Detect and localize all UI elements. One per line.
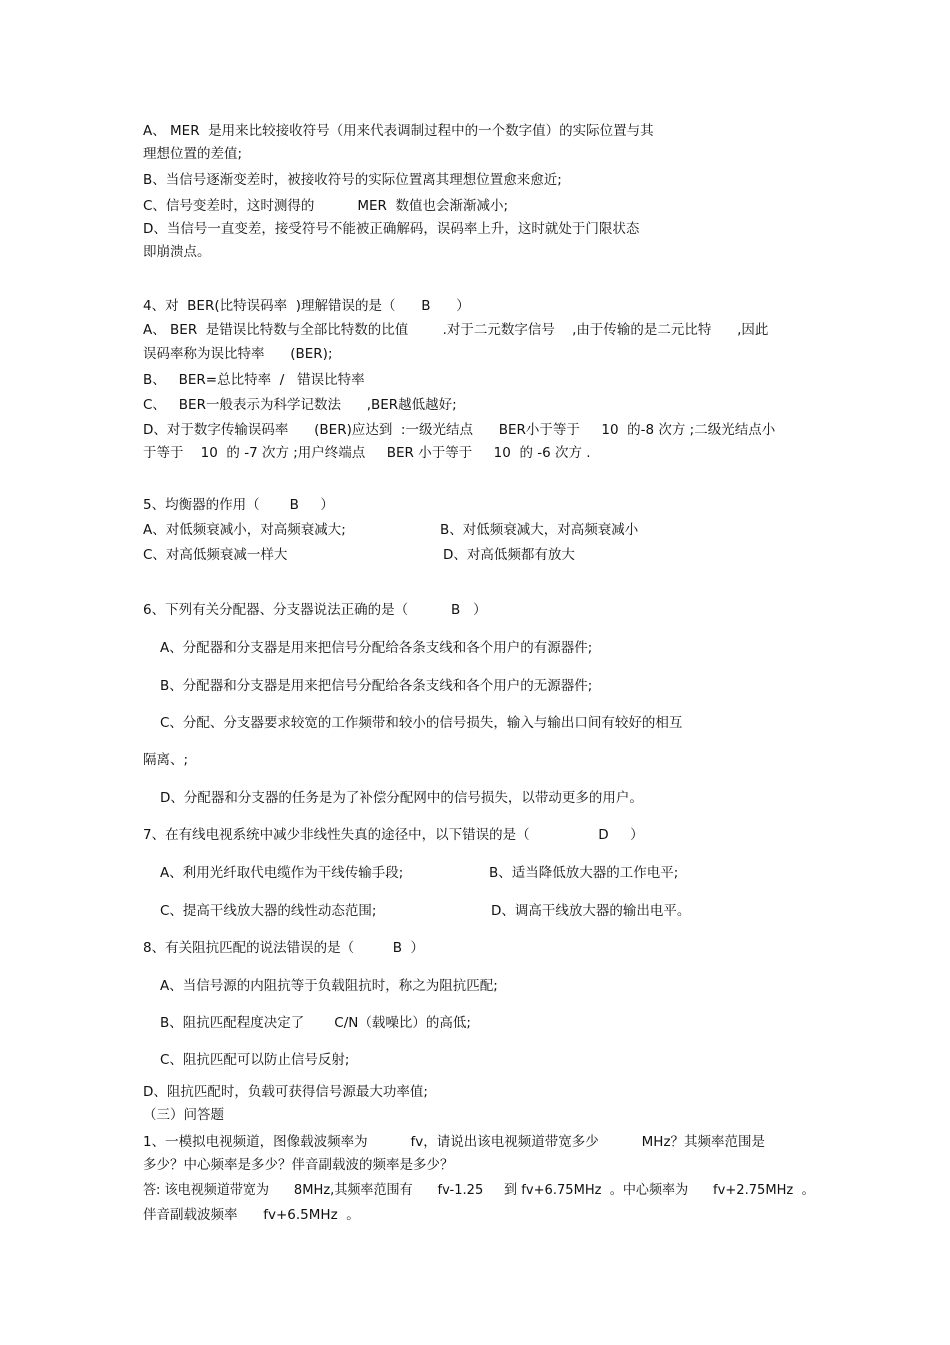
q3-option-d-line1: D、当信号一直变差，接受符号不能被正确解码，误码率上升，这时就处于门限状态 [143,221,640,237]
q6-option-b: B、分配器和分支器是用来把信号分配给各条支线和各个用户的无源器件; [160,678,593,694]
q5-stem: 5、均衡器的作用（ B ） [143,497,334,513]
q8-option-a: A、当信号源的内阻抗等于负载阻抗时，称之为阻抗匹配; [160,978,498,994]
q4-option-c: C、 BER一般表示为科学记数法 ,BER越低越好; [143,397,457,413]
q7-option-b: B、适当降低放大器的工作电平; [489,865,679,881]
q3-option-c: C、信号变差时，这时测得的 MER 数值也会渐渐减小; [143,198,509,214]
q6-option-a: A、分配器和分支器是用来把信号分配给各条支线和各个用户的有源器件; [160,640,593,656]
q4-option-a-line2: 误码率称为误比特率 (BER); [143,346,333,362]
q4-option-d-line2: 于等于 10 的 -7 次方 ;用户终端点 BER 小于等于 10 的 -6 次方 . [143,445,591,461]
q7-option-a: A、利用光纤取代电缆作为干线传输手段; [160,865,404,881]
q8-option-c: C、阻抗匹配可以防止信号反射; [160,1052,350,1068]
q7-option-c: C、提高干线放大器的线性动态范围; [160,903,377,919]
section-heading: （三）问答题 [143,1107,224,1123]
q6-option-c-line1: C、分配、分支器要求较宽的工作频带和较小的信号损失，输入与输出口间有较好的相互 [160,715,683,731]
q6-stem: 6、下列有关分配器、分支器说法正确的是（ B ） [143,602,487,618]
q4-option-d-line1: D、对于数字传输误码率 (BER)应达到 :一级光结点 BER小于等于 10 的-8 次方 ;二级光结点小 [143,422,776,438]
essay-answer-line2: 伴音副载波频率 fv+6.5MHz 。 [143,1207,360,1223]
q5-option-a: A、对低频衰减小，对高频衰减大; [143,522,346,538]
q8-option-d: D、阻抗匹配时，负载可获得信号源最大功率值; [143,1084,428,1100]
q6-option-d: D、分配器和分支器的任务是为了补偿分配网中的信号损失，以带动更多的用户。 [160,790,643,806]
q7-stem: 7、在有线电视系统中减少非线性失真的途径中，以下错误的是（ D ） [143,827,644,843]
q3-option-d-line2: 即崩溃点。 [143,244,211,260]
q4-option-b: B、 BER=总比特率 / 错误比特率 [143,372,365,388]
q7-option-d: D、调高干线放大器的输出电平。 [491,903,691,919]
q6-option-c-line2: 隔离、; [143,752,189,768]
essay-q1-line1: 1、一模拟电视频道，图像载波频率为 fv，请说出该电视频道带宽多少 MHz？其频率范围是 [143,1134,766,1150]
q4-option-a-line1: A、 BER 是错误比特数与全部比特数的比值 .对于二元数字信号 ,由于传输的是二元比特 ,因此 [143,322,769,338]
essay-q1-line2: 多少？中心频率是多少？伴音副载波的频率是多少？ [143,1157,454,1173]
q8-stem: 8、有关阻抗匹配的说法错误的是（ B ） [143,940,425,956]
q8-option-b: B、阻抗匹配程度决定了 C/N（载噪比）的高低; [160,1015,471,1031]
q5-option-d: D、对高低频都有放大 [443,547,575,563]
q5-option-b: B、对低频衰减大，对高频衰减小 [440,522,639,538]
q3-option-b: B、当信号逐渐变差时，被接收符号的实际位置离其理想位置愈来愈近; [143,172,562,188]
q4-stem: 4、对 BER(比特误码率 )理解错误的是（ B ） [143,298,470,314]
q5-option-c: C、对高低频衰减一样大 [143,547,288,563]
essay-answer-line1: 答: 该电视频道带宽为 8MHz,其频率范围有 fv-1.25 到 fv+6.75MHz 。中心频率为 fv+2.75MHz 。 [143,1182,815,1198]
q3-option-a-line1: A、 MER 是用来比较接收符号（用来代表调制过程中的一个数字值）的实际位置与其 [143,123,654,139]
q3-option-a-line2: 理想位置的差值; [143,146,243,162]
